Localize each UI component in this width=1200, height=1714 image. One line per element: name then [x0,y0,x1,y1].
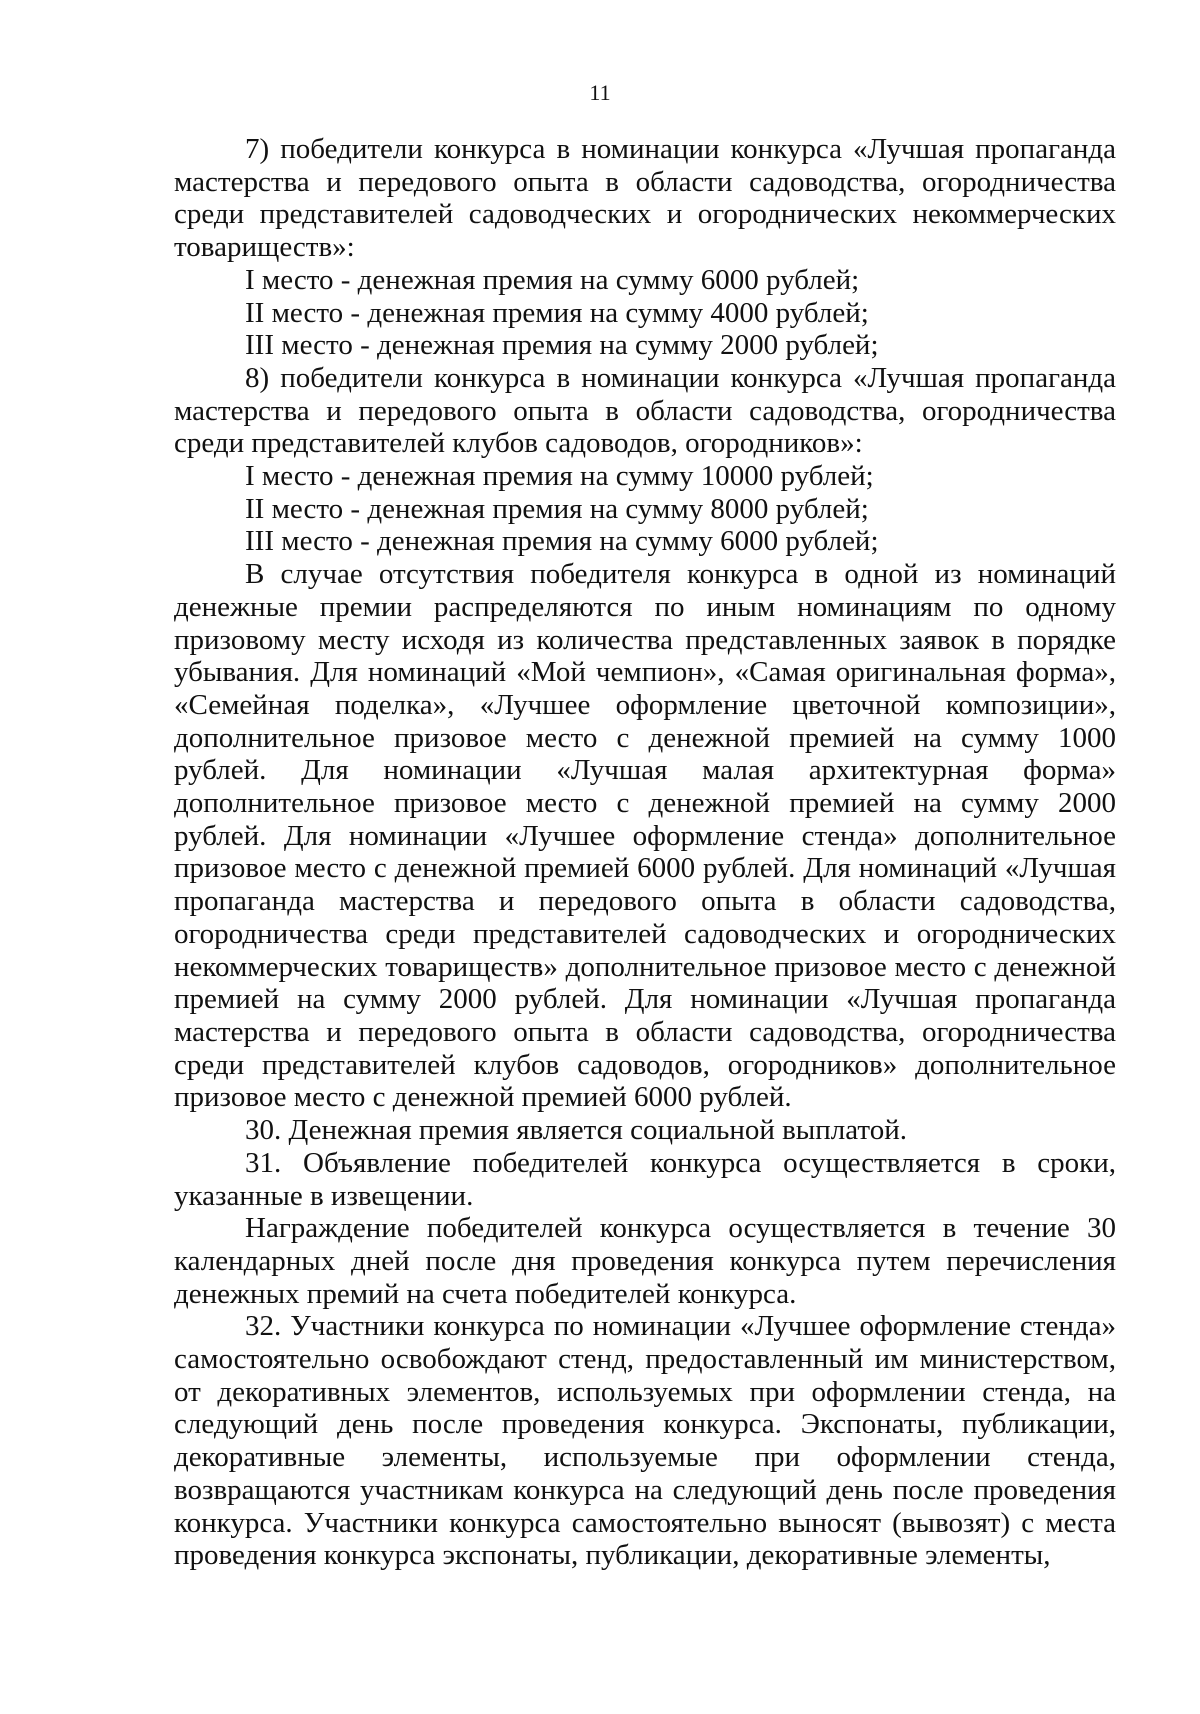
paragraph-absence-of-winner: В случае отсутствия победителя конкурса в одной из номинаций денежные премии распределяются по иным номинациям по одному призовому месту исходя из количества представленных заявок в порядке убывания. Для номинаций «Мой чемпион», «Самая оригинальная форма», «Семейная поделка», «Лучшее оформление цветочной композиции», дополнительное призовое место с денежной премией на сумму 1000 рублей. Для номинации «Лучшая малая архитектурная форма» дополнительное призовое место с денежной премией на сумму 2000 рублей. Для номинации «Лучшее оформление стенда» дополнительное призовое место с денежной премией 6000 рублей. Для номинаций «Лучшая пропаганда мастерства и передового опыта в области садоводства, огородничества среди представителей садоводческих и огороднических некоммерческих товариществ» дополнительное призовое место с денежной премией на сумму 2000 рублей. Для номинации «Лучшая пропаганда мастерства и передового опыта в области садоводства, огородничества среди представителей клубов садоводов, огородников» дополнительное призовое место с денежной премией 6000 рублей. [174,558,1116,1114]
paragraph-prize-first: I место - денежная премия на сумму 10000 рублей; [245,460,874,493]
paragraph-prize-third: III место - денежная премия на сумму 2000 рублей; [245,329,879,362]
paragraph-item-7-nomination: 7) победители конкурса в номинации конкурса «Лучшая пропаганда мастерства и передового опыта в области садоводства, огородничества среди представителей садоводческих и огороднических некоммерческих товариществ»: [174,133,1116,264]
paragraph-clause-31: 31. Объявление победителей конкурса осуществляется в сроки, указанные в извещении. [174,1146,1116,1212]
paragraph-prize-first: I место - денежная премия на сумму 6000 рублей; [245,263,860,296]
paragraph-prize-second: II место - денежная премия на сумму 4000 рублей; [245,296,869,329]
paragraph-prize-second: II место - денежная премия на сумму 8000 рублей; [245,492,869,525]
paragraph-item-8-nomination: 8) победители конкурса в номинации конкурса «Лучшая пропаганда мастерства и передового опыта в области садоводства, огородничества среди представителей клубов садоводов, огородников»: [174,361,1116,460]
document-body [174,133,1116,1572]
paragraph-clause-30: 30. Денежная премия является социальной выплатой. [245,1114,907,1147]
paragraph-awarding: Награждение победителей конкурса осуществляется в течение 30 календарных дней после дня проведения конкурса путем перечисления денежных премий на счета победителей конкурса. [174,1212,1116,1310]
paragraph-prize-third: III место - денежная премия на сумму 6000 рублей; [245,525,879,558]
page-number: 11 [589,80,611,105]
paragraph-clause-32: 32. Участники конкурса по номинации «Лучшее оформление стенда» самостоятельно освобождают стенд, предоставленный им министерством, от декоративных элементов, используемых при оформлении стенда, на следующий день после проведения конкурса. Экспонаты, публикации, декоративные элементы, используемые при оформлении стенда, возвращаются участникам конкурса на следующий день после проведения конкурса. Участники конкурса самостоятельно выносят (вывозят) с места проведения конкурса экспонаты, публикации, декоративные элементы, [174,1310,1116,1572]
